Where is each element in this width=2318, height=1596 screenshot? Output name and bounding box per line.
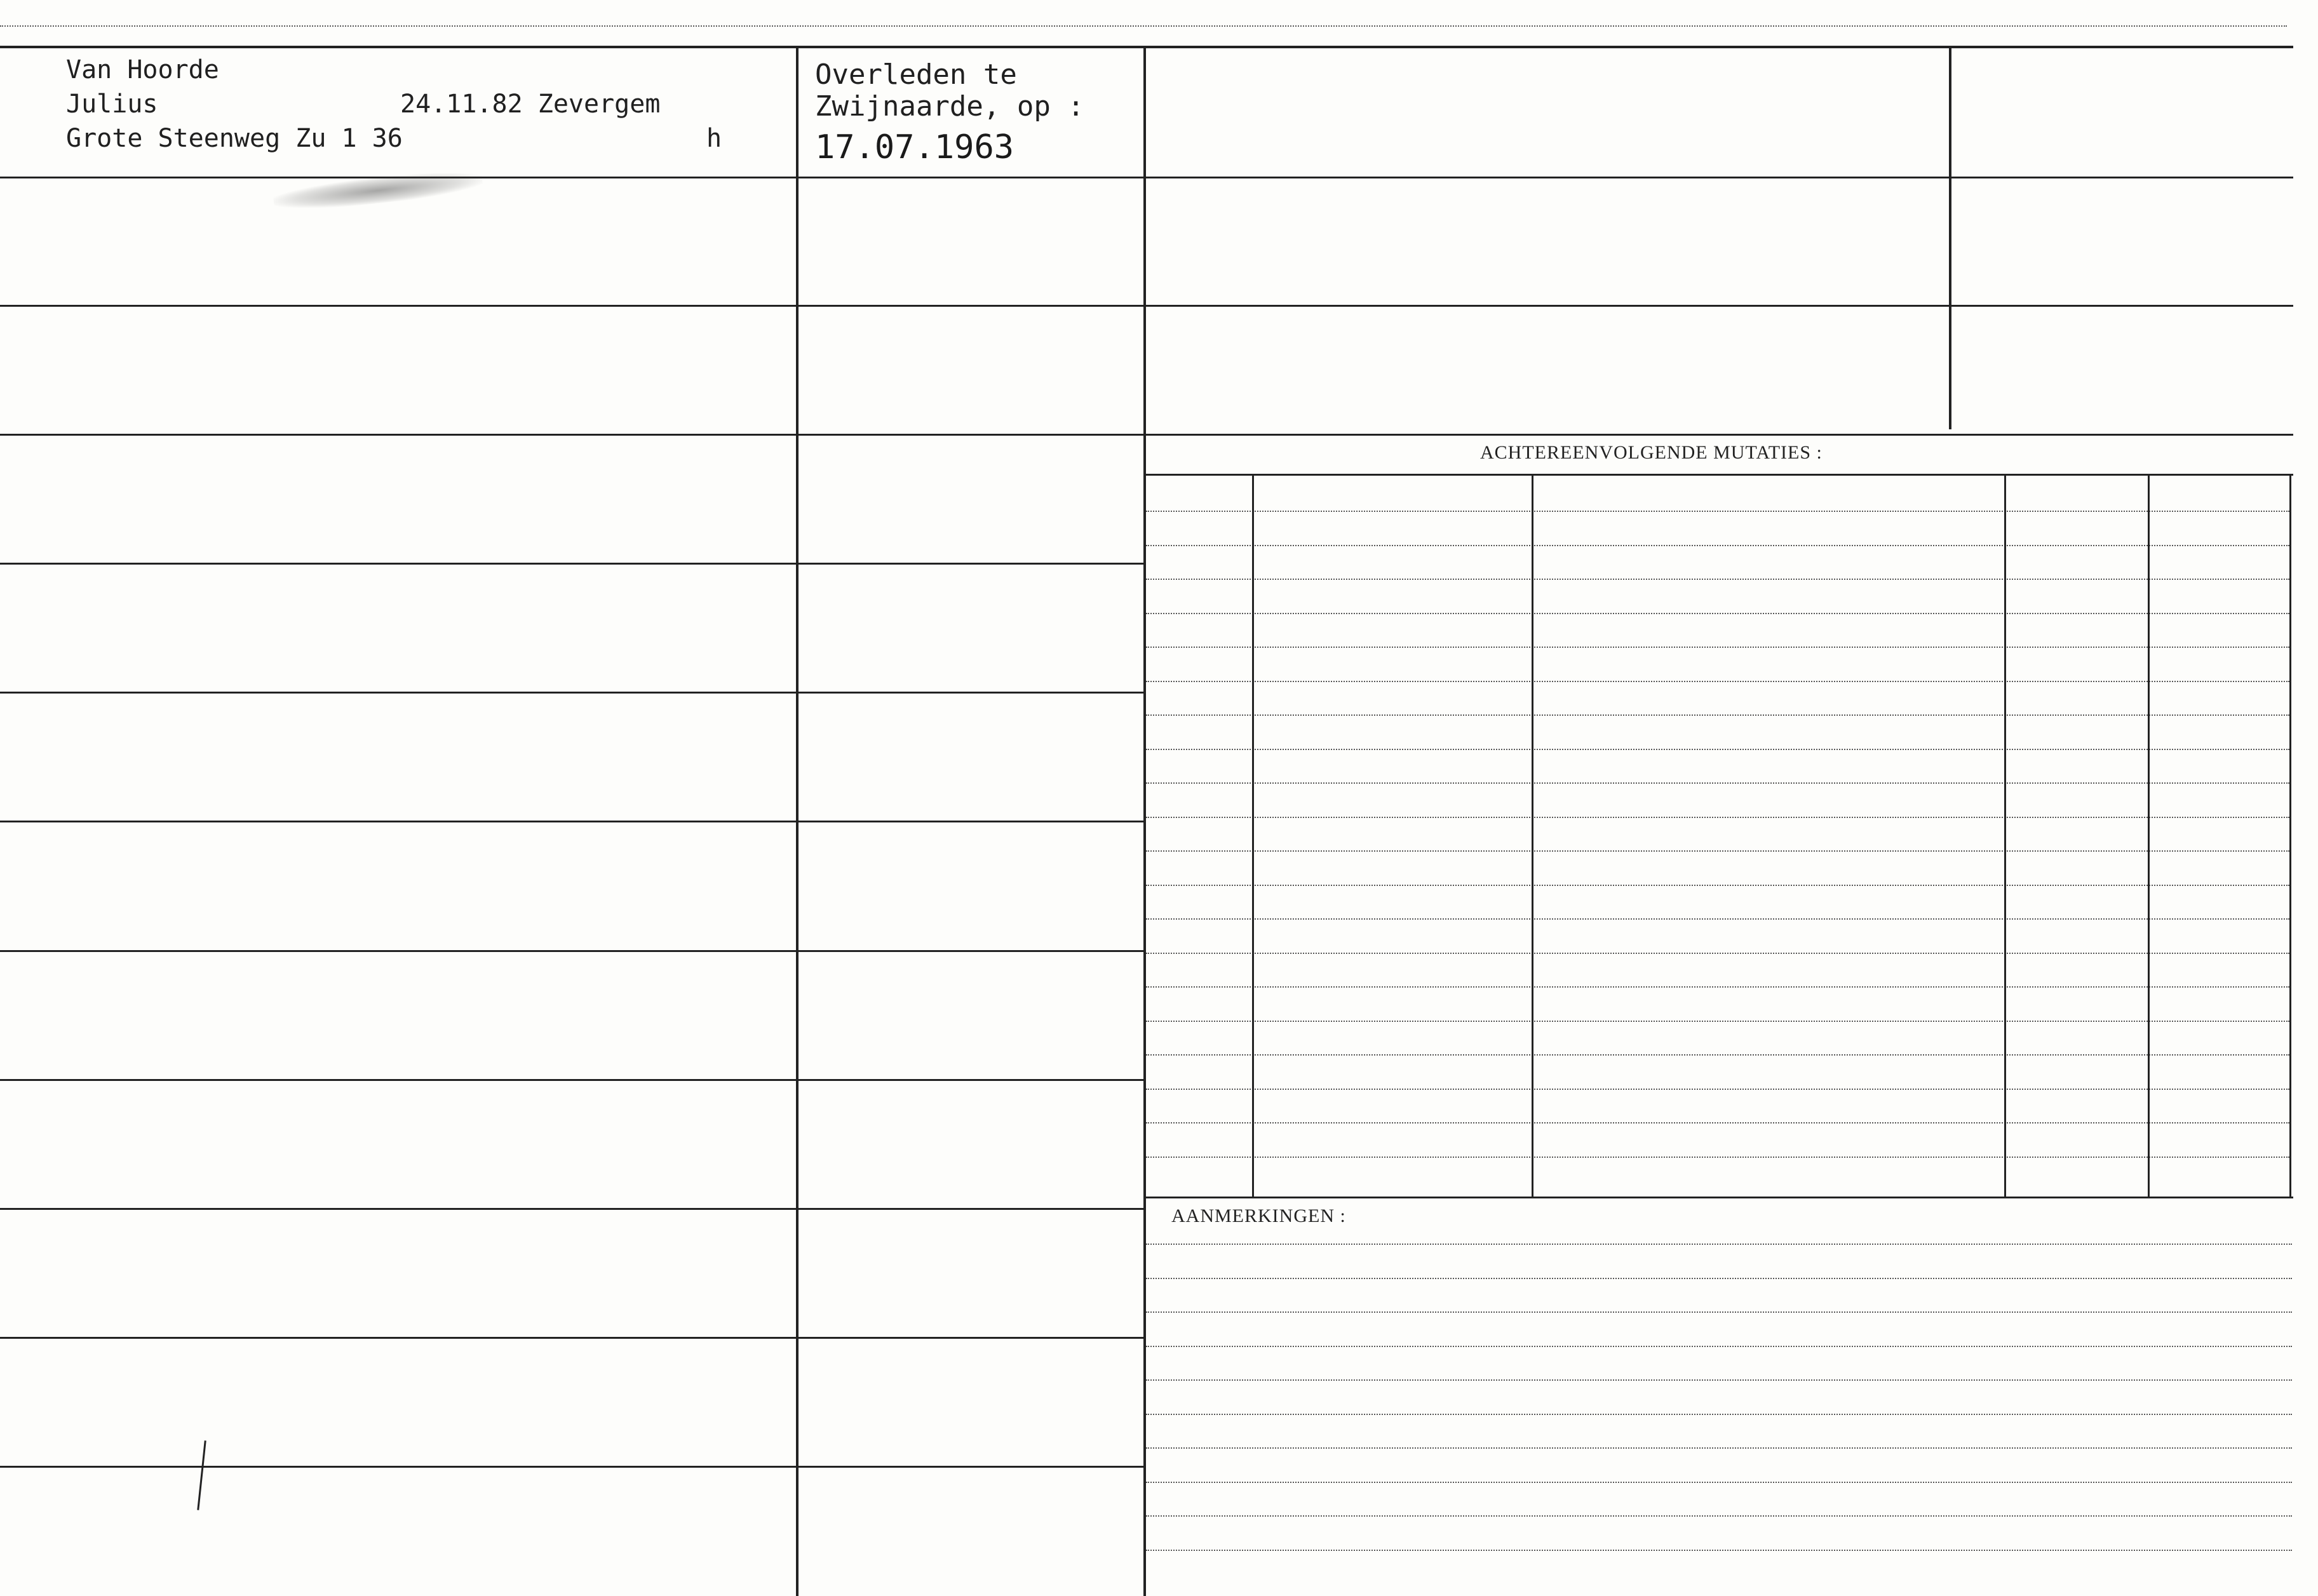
death-date: 17.07.1963 [815, 128, 1014, 166]
row-rule [0, 1466, 1143, 1468]
mutations-col-3 [2004, 475, 2006, 1197]
mutations-dotted-line [1146, 1122, 2289, 1123]
mutations-dotted-line [1146, 885, 2289, 886]
ink-smudge [273, 167, 483, 214]
row-rule [0, 692, 1143, 694]
mutations-dotted-line [1146, 918, 2289, 920]
row-rule [0, 1208, 1143, 1210]
mutations-col-2 [1532, 475, 1533, 1197]
remarks-dotted-line [1146, 1244, 2292, 1245]
remarks-dotted-line [1146, 1482, 2292, 1483]
remarks-dotted-line [1146, 1311, 2292, 1313]
row-rule [0, 821, 1143, 822]
mutations-dotted-line [1146, 579, 2289, 580]
mutations-col-4 [2148, 475, 2150, 1197]
mutations-rule-top [1146, 474, 2293, 476]
mutations-col-5 [2289, 475, 2291, 1197]
mutations-col-1 [1252, 475, 1254, 1197]
remarks-dotted-line [1146, 1414, 2292, 1415]
mutations-dotted-line [1146, 714, 2289, 716]
column-divider-2 [1143, 48, 1146, 1596]
mutations-dotted-line [1146, 986, 2289, 988]
mutations-dotted-line [1146, 749, 2289, 750]
mutations-dotted-line [1146, 1054, 2289, 1056]
remarks-dotted-line [1146, 1346, 2292, 1347]
mutations-title: ACHTEREENVOLGENDE MUTATIES : [1480, 442, 1823, 463]
row-rule [0, 177, 1143, 178]
mutations-dotted-line [1146, 647, 2289, 648]
mutations-dotted-line [1146, 613, 2289, 614]
remarks-dotted-line [1146, 1515, 2292, 1517]
mutations-dotted-line [1146, 1157, 2289, 1158]
address: Grote Steenweg Zu 1 36 [66, 124, 403, 153]
right-row-rule [1146, 434, 2293, 436]
mutations-dotted-line [1146, 511, 2289, 512]
row-rule [0, 563, 1143, 565]
mutations-dotted-line [1146, 1021, 2289, 1022]
mutations-dotted-line [1146, 782, 2289, 784]
row-rule [0, 305, 1143, 307]
row-rule [0, 1337, 1143, 1339]
mutations-dotted-line [1146, 817, 2289, 818]
row-rule [0, 1079, 1143, 1081]
row-rule [0, 950, 1143, 952]
column-divider-3 [1949, 48, 1951, 429]
remarks-dotted-line [1146, 1379, 2292, 1381]
mutations-dotted-line [1146, 1089, 2289, 1090]
death-place: Zwijnaarde, op : [815, 90, 1084, 123]
first-name: Julius [66, 90, 158, 119]
mutations-dotted-line [1146, 953, 2289, 954]
birth-info: 24.11.82 Zevergem [400, 90, 661, 119]
mutations-dotted-line [1146, 545, 2289, 546]
remarks-dotted-line [1146, 1550, 2292, 1551]
right-row-rule [1146, 305, 2293, 307]
death-place-label: Overleden te [815, 58, 1017, 91]
mutations-dotted-line [1146, 681, 2289, 682]
row-rule [0, 434, 1143, 436]
remarks-dotted-line [1146, 1447, 2292, 1449]
marker-letter: h [706, 124, 722, 153]
top-edge-line [0, 25, 2287, 27]
mutations-rule-bottom [1146, 1197, 2293, 1198]
remarks-title: AANMERKINGEN : [1171, 1205, 1346, 1226]
surname: Van Hoorde [66, 55, 219, 84]
mutations-dotted-line [1146, 850, 2289, 852]
pen-stroke [197, 1440, 206, 1510]
remarks-dotted-line [1146, 1278, 2292, 1279]
right-row-rule [1146, 177, 2293, 178]
